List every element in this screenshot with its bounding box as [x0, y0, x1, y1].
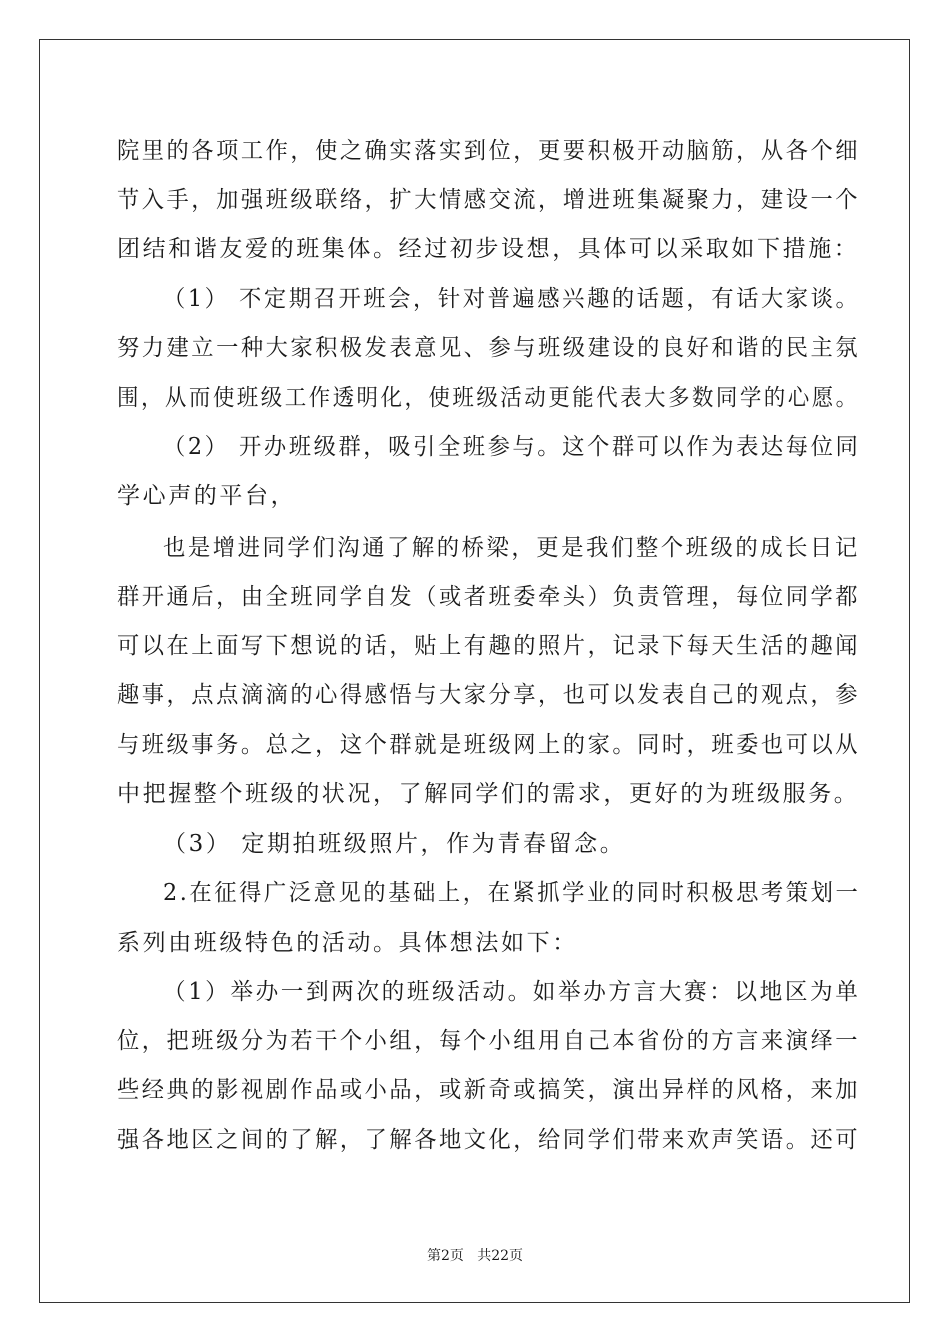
text-line: （1）举办一到两次的班级活动。如举办方言大赛：以地区为单: [163, 979, 861, 1005]
text-line: 2.在征得广泛意见的基础上，在紧抓学业的同时积极思考策划一: [163, 880, 861, 906]
text-line: 系列由班级特色的活动。具体想法如下：: [117, 930, 578, 956]
text-line: 中把握整个班级的状况，了解同学们的需求，更好的为班级服务。: [117, 781, 860, 807]
text-line: 院里的各项工作，使之确实落实到位，更要积极开动脑筋，从各个细: [117, 138, 860, 164]
text-line: 与班级事务。总之，这个群就是班级网上的家。同时，班委也可以从: [117, 732, 860, 758]
text-line: （2） 开办班级群，吸引全班参与。这个群可以作为表达每位同: [163, 434, 861, 460]
text-line: 强各地区之间的了解，了解各地文化，给同学们带来欢声笑语。还可: [117, 1127, 860, 1153]
text-line: 围，从而使班级工作透明化，使班级活动更能代表大多数同学的心愿。: [117, 385, 860, 411]
text-line: 节入手，加强班级联络，扩大情感交流，增进班集凝聚力，建设一个: [117, 187, 860, 213]
text-line: 些经典的影视剧作品或小品，或新奇或搞笑，演出异样的风格，来加: [117, 1077, 860, 1103]
text-line: 趣事，点点滴滴的心得感悟与大家分享，也可以发表自己的观点，参: [117, 682, 860, 708]
text-line: （1） 不定期召开班会，针对普遍感兴趣的话题，有话大家谈。: [163, 286, 861, 312]
text-line: 位，把班级分为若干个小组，每个小组用自己本省份的方言来演绎一: [117, 1028, 860, 1054]
text-line: 群开通后，由全班同学自发（或者班委牵头）负责管理，每位同学都: [117, 584, 860, 610]
text-line: 努力建立一种大家积极发表意见、参与班级建设的良好和谐的民主氛: [117, 335, 860, 361]
page-border: [39, 39, 910, 1303]
text-line: 可以在上面写下想说的话，贴上有趣的照片，记录下每天生活的趣闻: [117, 633, 860, 659]
text-line: 也是增进同学们沟通了解的桥梁，更是我们整个班级的成长日记: [163, 535, 860, 561]
page-number-footer: 第2页 共22页: [426, 1248, 524, 1264]
text-line: （3） 定期拍班级照片，作为青春留念。: [163, 831, 626, 857]
text-line: 学心声的平台，: [117, 483, 297, 509]
text-line: 团结和谐友爱的班集体。经过初步设想，具体可以采取如下措施：: [117, 236, 860, 262]
